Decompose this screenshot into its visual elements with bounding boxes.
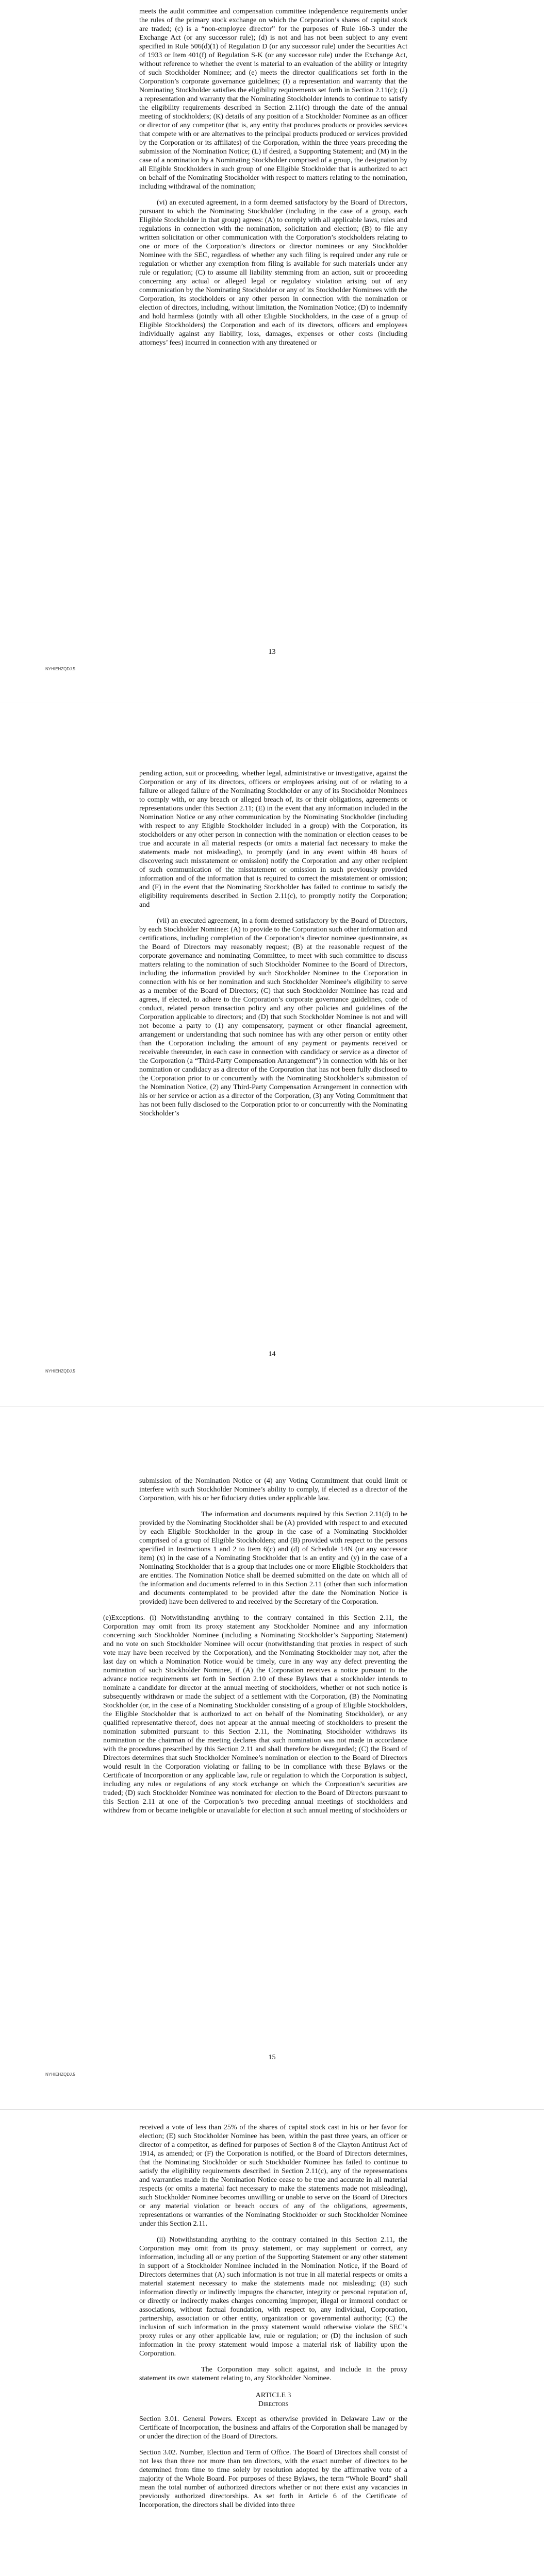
section-paragraph: Section 3.01. General Powers. Except as otherwise provided in Delaware Law or the Certificate of Incorporation, the business and affairs of the Corporation shall be managed by or under the direction of the Board of Directors. — [139, 2415, 407, 2441]
document-id: NYHIEHZQDJ.5 — [45, 2072, 75, 2077]
page-number: 13 — [268, 648, 276, 656]
paragraph: (vi) an executed agreement, in a form deemed satisfactory by the Board of Directors, pursuant to which the Nominating Stockholder (including in the case of a group, each Eligible Stockholder in that group) agrees: (A) to comply with all applicable laws, rules and regulations in connection with the nomination, solicitation and election; (B) to file any written solicitation or other communication with the Corporation’s stockholders relating to one or more of the Corporation’s directors or director nominees or any Stockholder Nominee with the SEC, regardless of whether any such filing is required under any rule or regulation or whether any exemption from filing is available for such materials under any rule or regulation; (C) to assume all liability stemming from an action, suit or proceeding concerning any actual or alleged legal or regulatory violation arising out of any communication by the Nominating Stockholder or any of its Stockholder Nominees with the Corporation, its stockholders or any other person in connection with the nomination or election of directors, including, without limitation, the Nomination Notice; (D) to indemnify and hold harmless (jointly with all other Eligible Stockholders, in the case of a group of Eligible Stockholders) the Corporation and each of its directors, officers and employees individually against any liability, loss, damages, expenses or other costs (including attorneys’ fees) incurred in connection with any threatened or — [139, 199, 407, 347]
paragraph: (ii) Notwithstanding anything to the contrary contained in this Section 2.11, the Corporation may omit from its proxy statement, or may supplement or correct, any information, including all or any portion of the Supporting Statement or any other statement in support of a Stockholder Nominee included in the Nomination Notice, if the Board of Directors determines that (A) such information is not true in all material respects or omits a material statement necessary to make the statements made not misleading; (B) such information directly or indirectly impugns the character, integrity or personal reputation of, or directly or indirectly makes charges concerning improper, illegal or immoral conduct or associations, without factual foundation, with respect to, any individual, Corporation, partnership, association or other entity, organization or governmental authority; (C) the inclusion of such information in the proxy statement would otherwise violate the SEC’s proxy rules or any other applicable law, rule or regulation; or (D) the inclusion of such information in the proxy statement would impose a material risk of liability upon the Corporation. — [139, 2236, 407, 2358]
paragraph: received a vote of less than 25% of the shares of capital stock cast in his or her favor for election; (E) such Stockholder Nominee has been, within the past three years, an officer or director of a competitor, as defined for purposes of Section 8 of the Clayton Antitrust Act of 1914, as amended; or (F) the Corporation is notified, or the Board of Directors determines, that the Nominating Stockholder or such Stockholder Nominee has failed to continue to satisfy the eligibility requirements described in Section 2.11(c), any of the representations and warranties made in the Nomination Notice cease to be true and accurate in all material respects (or omits a material fact necessary to make the statements made not misleading), such Stockholder Nominee becomes unwilling or unable to serve on the Board of Directors or any material violation or breach occurs of any of the obligations, agreements, representations or warranties of the Nominating Stockholder or such Stockholder Nominee under this Section 2.11. — [139, 2124, 407, 2228]
page-body — [139, 7, 407, 354]
page-body — [139, 769, 407, 1125]
exceptions-paragraph: (e)Exceptions. (i) Notwithstanding anything to the contrary contained in this Section 2.11, the Corporation may omit from its proxy statement any Stockholder Nominee and any information concerning such Stockholder Nominee (including a Nominating Stockholder’s Supporting Statement) and no vote on such Stockholder Nominee will occur (notwithstanding that proxies in respect of such vote may have been received by the Corporation), and the Nominating Stockholder may not, after the last day on which a Nomination Notice would be timely, cure in any way any defect preventing the nomination of such Stockholder Nominee, if (A) the Corporation receives a notice pursuant to the advance notice requirements set forth in Section 2.10 of these Bylaws that a stockholder intends to nominate a candidate for director at the annual meeting of stockholders, whether or not such notice is subsequently withdrawn or made the subject of a settlement with the Corporation, (B) the Nominating Stockholder (or, in the case of a Nominating Stockholder consisting of a group of Eligible Stockholders, the Eligible Stockholder that is authorized to act on behalf of the Nominating Stockholder), or any qualified representative thereof, does not appear at the annual meeting of stockholders to present the nomination submitted pursuant to this Section 2.11, the Nominating Stockholder withdraws its nomination or the chairman of the meeting declares that such nomination was not made in accordance with the procedures prescribed by this Section 2.11 and shall therefore be disregarded; (C) the Board of Directors determines that such Stockholder Nominee’s nomination or election to the Board of Directors would result in the Corporation violating or failing to be in compliance with these Bylaws or the Certificate of Incorporation or any applicable law, rule or regulation to which the Corporation is subject, including any rules or regulations of any stock exchange on which the Corporation’s securities are traded; (D) such Stockholder Nominee was nominated for election to the Board of Directors pursuant to this Section 2.11 at one of the Corporation’s two preceding annual meetings of stockholders and withdrew from or became ineligible or unavailable for election at such annual meeting of stockholders or — [103, 1614, 407, 1815]
article-title: Directors — [258, 2400, 289, 2408]
page-body — [139, 2123, 407, 2517]
article-heading: ARTICLE 3 — [255, 2392, 291, 2399]
paragraph: pending action, suit or proceeding, whether legal, administrative or investigative, against the Corporation or any of its directors, officers or employees arising out of or relating to a failure or alleged failure of the Nominating Stockholder or any of its Stockholder Nominees to comply with, or any breach or alleged breach of, its or their obligations, agreements or representations under this Section 2.11; (E) in the event that any information included in the Nomination Notice or any other communication by the Nominating Stockholder (including with respect to any Eligible Stockholder included in a group) with the Corporation, its stockholders or any other person in connection with the nomination or election ceases to be true and accurate in all material respects (or omits a material fact necessary to make the statements made not misleading), to promptly (and in any event within 48 hours of discovering such misstatement or omission) notify the Corporation and any other recipient of such communication of the misstatement or omission in such previously provided information and of the information that is required to correct the misstatement or omission; and (F) in the event that the Nominating Stockholder has failed to continue to satisfy the eligibility requirements described in Section 2.11(c), to promptly notify the Corporation; and — [139, 770, 407, 909]
document-page-16 — [0, 2110, 544, 2576]
page-body — [103, 1477, 407, 1822]
document-id: NYHIEHZQDJ.5 — [45, 667, 75, 671]
section-paragraph: Section 3.02. Number, Election and Term of Office. The Board of Directors shall consist of not less than three nor more than ten directors, with the exact number of directors to be determined from time to time solely by resolution adopted by the affirmative vote of a majority of the Whole Board. For purposes of these Bylaws, the term “Whole Board” shall mean the total number of authorized directors whether or not there exist any vacancies in previously authorized directorships. As set forth in Article 6 of the Certificate of Incorporation, the directors shall be divided into three — [139, 2449, 407, 2509]
document-id: NYHIEHZQDJ.5 — [45, 1369, 75, 1374]
paragraph: meets the audit committee and compensation committee independence requirements under the rules of the primary stock exchange on which the Corporation’s shares of capital stock are traded; (c) is a “non-employee director” for the purposes of Rule 16b-3 under the Exchange Act (or any successor rule); (d) is not and has not been subject to any event specified in Rule 506(d)(1) of Regulation D (or any successor rule) under the Securities Act of 1933 or Item 401(f) of Regulation S-K (or any successor rule) under the Exchange Act, without reference to whether the event is material to an evaluation of the ability or integrity of such Stockholder Nominee; and (e) meets the director qualifications set forth in the Corporation’s corporate governance guidelines; (I) a representation and warranty that the Nominating Stockholder satisfies the eligibility requirements set forth in Section 2.11(c); (J) a representation and warranty that the Nominating Stockholder intends to continue to satisfy the eligibility requirements described in Section 2.11(c) through the date of the annual meeting of stockholders; (K) details of any position of a Stockholder Nominee as an officer or director of any competitor (that is, any entity that produces products or provides services that compete with or are alternatives to the principal products produced or services provided by the Corporation or its affiliates) of the Corporation, within the three years preceding the submission of the Nomination Notice; (L) if desired, a Supporting Statement; and (M) in the case of a nomination by a Nominating Stockholder comprised of a group, the designation by all Eligible Stockholders in such group of one Eligible Stockholder that is authorized to act on behalf of the Nominating Stockholder with respect to matters relating to the nomination, including withdrawal of the nomination; — [139, 8, 407, 191]
paragraph: submission of the Nomination Notice or (4) any Voting Commitment that could limit or interfere with such Stockholder Nominee’s ability to comply, if elected as a director of the Corporation, with his or her fiduciary duties under applicable law. — [139, 1477, 407, 1502]
page-number: 14 — [268, 1350, 276, 1358]
document-page-14 — [0, 703, 544, 1406]
paragraph: (vii) an executed agreement, in a form deemed satisfactory by the Board of Directors, by each Stockholder Nominee: (A) to provide to the Corporation such other information and certifications, including completion of the Corporation’s director nominee questionnaire, as the Board of Directors may reasonably request; (B) at the reasonable request of the corporate governance and nominating Committee, to meet with such committee to discuss matters relating to the nomination of such Stockholder Nominee to the Board of Directors, including the information provided by such Stockholder Nominee to the Corporation in connection with his or her nomination and such Stockholder Nominee’s eligibility to serve as a member of the Board of Directors; (C) that such Stockholder Nominee has read and agrees, if elected, to adhere to the Corporation’s corporate governance guidelines, code of conduct, related person transaction policy and any other policies and guidelines of the Corporation applicable to directors; and (D) that such Stockholder Nominee is not and will not become a party to (1) any compensatory, payment or other financial agreement, arrangement or understanding that such nominee has with any other person or entity other than the Corporation including the amount of any payment or payments received or receivable thereunder, in each case in connection with candidacy or service as a director of the Corporation (a “Third-Party Compensation Arrangement”) in connection with his or her nomination or candidacy as a director of the Corporation that has not been fully disclosed to the Corporation prior to or concurrently with the Nominating Stockholder’s submission of the Nomination Notice, (2) any Third-Party Compensation Arrangement in connection with his or her service or action as a director of the Corporation, (3) any Voting Commitment that has not been fully disclosed to the Corporation prior to or concurrently with the Nominating Stockholder’s — [139, 917, 407, 1117]
paragraph: The information and documents required by this Section 2.11(d) to be provided by the Nominating Stockholder shall be (A) provided with respect to and executed by each Eligible Stockholder in the group in the case of a Nominating Stockholder comprised of a group of Eligible Stockholders; and (B) provided with respect to the persons specified in Instructions 1 and 2 to Item 6(c) and (d) of Schedule 14N (or any successor item) (x) in the case of a Nominating Stockholder that is an entity and (y) in the case of a Nominating Stockholder that is a group that includes one or more Eligible Stockholders that are entities. The Nomination Notice shall be deemed submitted on the date on which all of the information and documents referred to in this Section 2.11 (other than such information and documents contemplated to be provided after the date the Nomination Notice is provided) have been delivered to and received by the Secretary of the Corporation. — [139, 1511, 407, 1606]
document-page-13 — [0, 0, 544, 703]
page-number: 15 — [268, 2054, 276, 2061]
paragraph: The Corporation may solicit against, and include in the proxy statement its own statement relating to, any Stockholder Nominee. — [139, 2366, 407, 2382]
document-page-15 — [0, 1406, 544, 2110]
